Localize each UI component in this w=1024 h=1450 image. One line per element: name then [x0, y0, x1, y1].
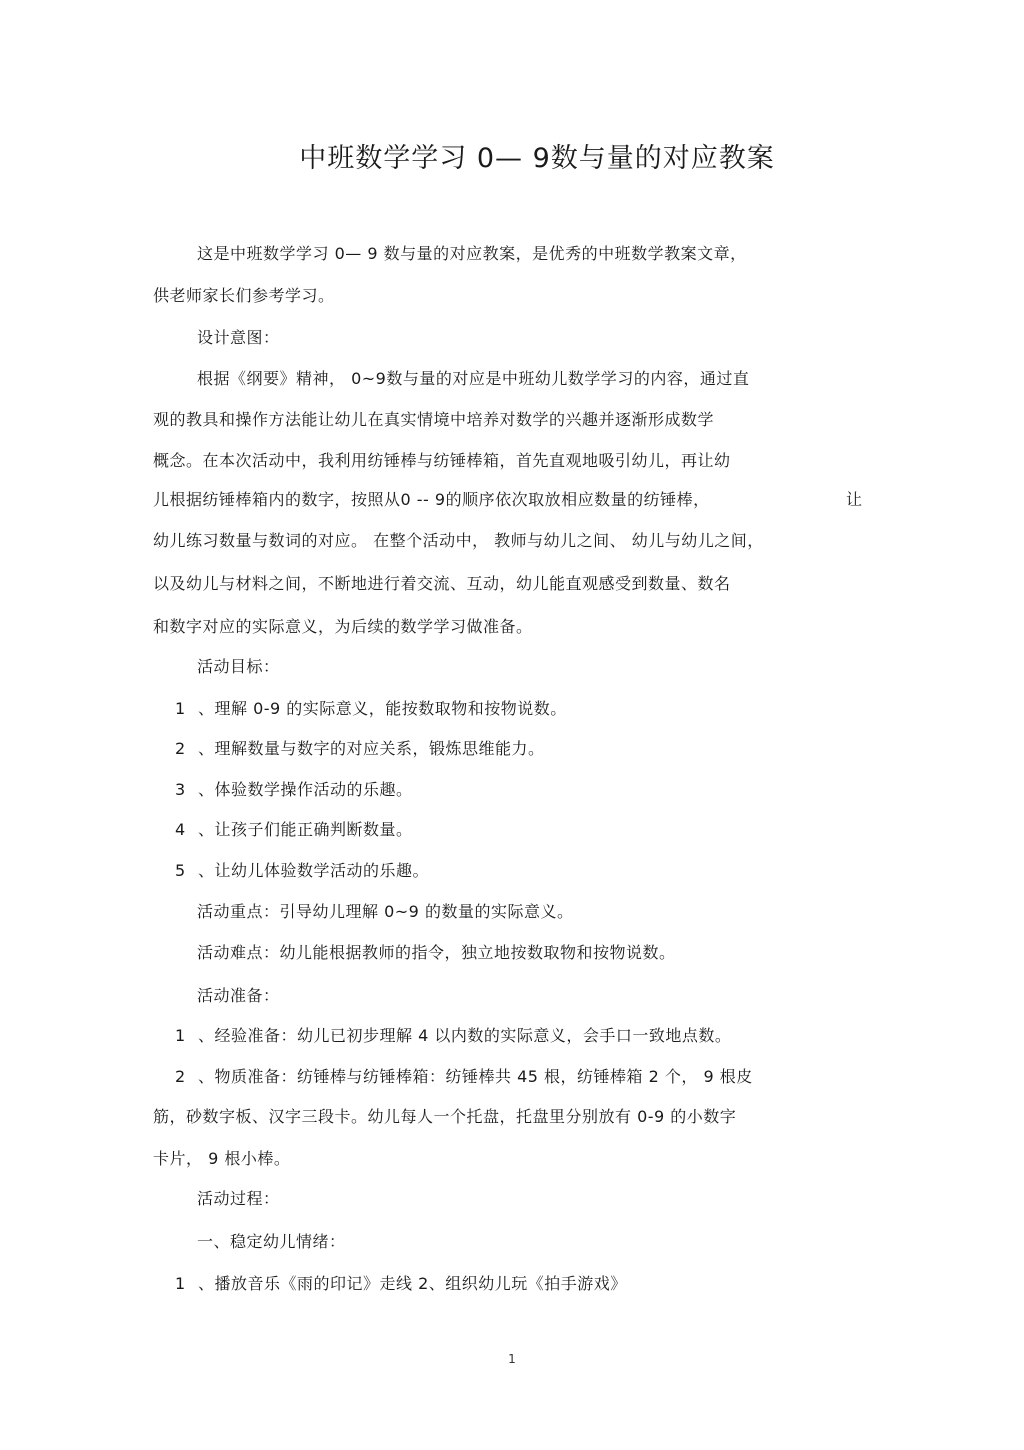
step-1-item-number: 1: [175, 1274, 186, 1293]
goal-3-text: 、体验数学操作活动的乐趣。: [198, 780, 413, 799]
prep-1-text: 、经验准备：幼儿已初步理解 4 以内数的实际意义，会手口一致地点数。: [198, 1026, 732, 1045]
prep-2-text: 、物质准备：纺锤棒与纺锤棒箱：纺锤棒共 45 根，纺锤棒箱 2 个， 9 根皮: [198, 1067, 753, 1086]
prep-2-line-2: 筋，砂数字板、汉字三段卡。幼儿每人一个托盘，托盘里分别放有 0-9 的小数字: [153, 1107, 737, 1126]
goal-3-number: 3: [175, 780, 186, 799]
design-paragraph-line-6: 以及幼儿与材料之间，不断地进行着交流、互动，幼儿能直观感受到数量、数名: [153, 574, 731, 593]
goal-4-text: 、让孩子们能正确判断数量。: [198, 820, 413, 839]
design-heading: 设计意图：: [197, 328, 280, 347]
prep-heading: 活动准备：: [197, 986, 280, 1005]
design-paragraph-line-3: 概念。在本次活动中，我利用纺锤棒与纺锤棒箱，首先直观地吸引幼儿，再让幼: [153, 451, 731, 470]
design-paragraph-line-5: 幼儿练习数量与数词的对应。 在整个活动中， 教师与幼儿之间、 幼儿与幼儿之间，: [153, 531, 764, 550]
prep-2-number: 2: [175, 1067, 186, 1086]
goal-1-number: 1: [175, 699, 186, 718]
key-point: 活动重点：引导幼儿理解 0~9 的数量的实际意义。: [197, 902, 574, 921]
goal-1-text: 、理解 0-9 的实际意义，能按数取物和按物说数。: [198, 699, 567, 718]
document-title: 中班数学学习 0— 9数与量的对应教案: [299, 143, 775, 174]
prep-1-number: 1: [175, 1026, 186, 1045]
design-paragraph-line-4-end: 让: [846, 490, 863, 509]
intro-line-1: 这是中班数学学习 0— 9 数与量的对应教案，是优秀的中班数学教案文章，: [197, 244, 747, 263]
goal-5-number: 5: [175, 861, 186, 880]
goal-2-number: 2: [175, 739, 186, 758]
goal-5-text: 、让幼儿体验数学活动的乐趣。: [198, 861, 430, 880]
difficulty: 活动难点：幼儿能根据教师的指令，独立地按数取物和按物说数。: [197, 943, 676, 962]
design-paragraph-line-7: 和数字对应的实际意义，为后续的数学学习做准备。: [153, 617, 533, 636]
prep-2-line-3: 卡片， 9 根小棒。: [153, 1149, 291, 1168]
step-1-heading: 一、稳定幼儿情绪：: [197, 1232, 346, 1251]
design-paragraph-line-2: 观的教具和操作方法能让幼儿在真实情境中培养对数学的兴趣并逐渐形成数学: [153, 410, 715, 429]
goal-2-text: 、理解数量与数字的对应关系，锻炼思维能力。: [198, 739, 545, 758]
goal-4-number: 4: [175, 820, 186, 839]
goals-heading: 活动目标：: [197, 657, 280, 676]
intro-line-2: 供老师家长们参考学习。: [153, 286, 335, 305]
design-paragraph-line-1: 根据《纲要》精神， 0~9数与量的对应是中班幼儿数学学习的内容，通过直: [197, 369, 750, 388]
design-paragraph-line-4: 儿根据纺锤棒箱内的数字，按照从0 -- 9的顺序依次取放相应数量的纺锤棒，: [153, 490, 710, 509]
step-1-item-text: 、播放音乐《雨的印记》走线 2、组织幼儿玩《拍手游戏》: [198, 1274, 627, 1293]
process-heading: 活动过程：: [197, 1189, 280, 1208]
page-number: 1: [508, 1352, 516, 1366]
